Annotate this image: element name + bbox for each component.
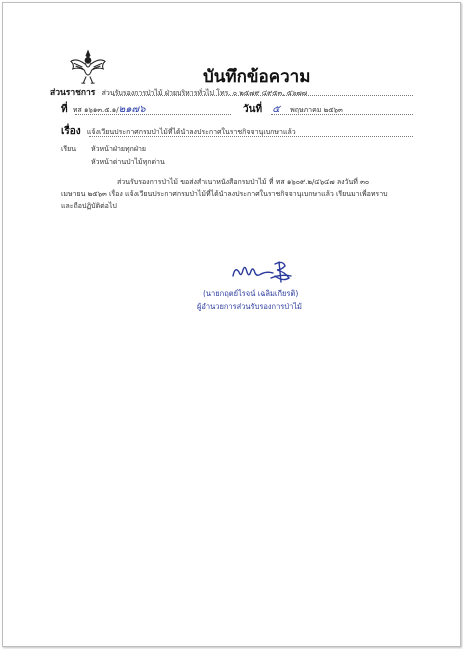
subject-value: แจ้งเวียนประกาศกรมป่าไม้ที่ได้นำลงประกาศในราชกิจจานุเบกษาแล้ว [86,128,296,136]
date-label: วันที่ [243,104,263,115]
ref-handwritten-number: ๒๑๗๖ [118,104,146,115]
recipient-1: หัวหน้าฝ่ายทุกฝ่าย [91,145,146,153]
date-dotted-line [271,114,413,115]
recipient-2: หัวหน้าด่านป่าไม้ทุกด่าน [91,158,165,166]
body-line-2: เมษายน ๒๕๖๓ เรื่อง แจ้งเวียนประกาศกรมป่าไม้ที่ได้นำลงประกาศในราชกิจจานุเบกษาแล้ว เรียนมาเพื่อทราบ [61,190,388,198]
date-value: พฤษภาคม ๒๕๖๓ [290,106,343,114]
subject-label: เรื่อง [61,126,81,137]
body-line-1: ส่วนรับรองการป่าไม้ ขอส่งสำเนาหนังสือกรมป่าไม้ ที่ ทส ๑๖๐๙.๒/๔๖๔๗ ลงวันที่ ๓๐ [117,178,370,186]
department-row [50,85,307,99]
body-line-3: และถือปฏิบัติต่อไป [61,202,117,210]
to-label: เรียน [61,145,77,153]
signer-title: ผู้อำนวยการส่วนรับรองการป่าไม้ [197,302,302,311]
memo-title: บันทึกข้อความ [203,67,311,87]
memo-page [2,2,461,647]
signer-name: (นายกฤตย์ไรจน์ เฉลิมเกียรติ) [203,289,299,298]
department-value: ส่วนรับรองการป่าไม้ ฝ่ายบริหารทั่วไป โทร. ๐ ๒๕๗๙ ๔๙๕๓, ๕๖๗๗ [101,89,308,97]
department-dotted-line [113,95,413,96]
department-label: ส่วนราชการ [50,88,96,98]
ref-dotted-line [75,114,231,115]
date-handwritten-day: ๕ [272,104,280,115]
garuda-emblem-icon [69,48,107,86]
signature-mark [231,258,293,286]
ref-prefix: ทส ๑๖๑๓.๕.๑/ [72,106,119,114]
subject-dotted-line [89,136,413,137]
ref-label: ที่ [61,104,68,115]
